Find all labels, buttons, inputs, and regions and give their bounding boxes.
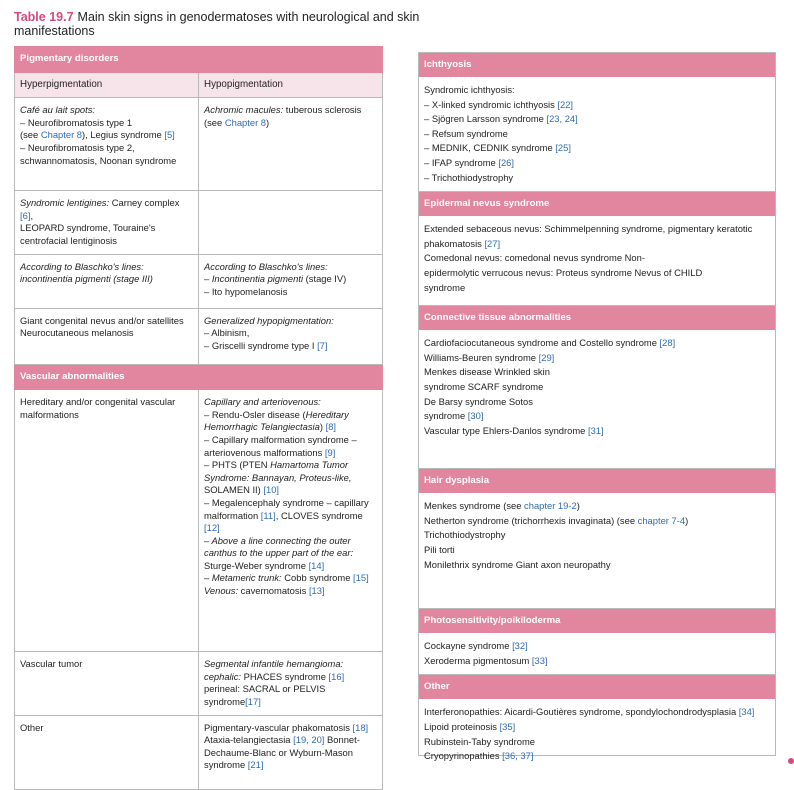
reference-link[interactable]: [27] <box>484 237 501 249</box>
reference-link[interactable]: [9] <box>324 446 336 458</box>
section-body-epidermal-nevus: Extended sebaceous nevus: Schimmelpenning syndrome, pigmentary keratotic phakomatosis [27] Comedonal nevus: comedonal nevus syndrome Non- epidermolytic verrucous nevus: Proteus syndrome Nevus of CHILD syndrome <box>419 216 775 306</box>
cell-cafe-au-lait: Café au lait spots: – Neurofibromatosis type 1 (see Chapter 8), Legius syndrome [5] – Neurofibromatosis type 2, schwannomatosis, Noonan syndrome <box>15 98 199 191</box>
table-caption <box>14 10 424 38</box>
reference-link[interactable]: [22] <box>557 98 574 110</box>
section-header-hair-dysplasia: Hair dysplasia <box>419 469 775 493</box>
reference-link[interactable]: [19, 20] <box>293 734 325 746</box>
cell-vascular-tumor: Vascular tumor <box>15 652 199 715</box>
chapter-link[interactable]: Chapter 8 <box>224 116 267 128</box>
chapter-link[interactable]: Chapter 8 <box>40 129 83 141</box>
reference-link[interactable]: [28] <box>659 337 676 349</box>
cell-achromic-macules: Achromic macules: tuberous sclerosis (see Chapter 8) <box>199 98 383 191</box>
cell-generalized-hypo: Generalized hypopigmentation: – Albinism, – Griscelli syndrome type I [7] <box>199 308 383 364</box>
reference-link[interactable]: [6] <box>20 209 31 221</box>
section-header-connective-tissue: Connective tissue abnormalities <box>419 306 775 330</box>
section-header-ichthyosis: Ichthyosis <box>419 53 775 77</box>
reference-link[interactable]: [25] <box>555 142 571 154</box>
cell-capillary-arteriovenous: Capillary and arteriovenous: – Rendu-Osler disease (Hereditary Hemorrhagic Telangiectasia) [8] – Capillary malformation syndrome – arteriovenous malformations [9] – PHTS (PTEN Hamartoma Tumor Syndrome: Bannayan, Proteus-like, SOLAMEN II) [10] – Megalencephaly syndrome – capillary malformation [11], CLOVES syndrome [12] – Above a line connecting the outer canthus to the upper part of the ear: Sturge-Weber syndrome [14] – Metameric trunk: Cobb syndrome [15] Venous: cavernomatosis [13] <box>199 390 383 652</box>
reference-link[interactable]: [8] <box>325 421 337 433</box>
chapter-link[interactable]: chapter 7-4 <box>637 514 686 526</box>
cell-blaschko-hypo: According to Blaschko's lines: – Incontinentia pigmenti (stage IV) – Ito hypomelanosis <box>199 254 383 308</box>
reference-link[interactable]: [12] <box>204 522 220 534</box>
left-table <box>14 46 383 790</box>
cell-other-left: Other <box>15 715 199 789</box>
reference-link[interactable]: [14] <box>308 559 325 571</box>
reference-link[interactable]: [35] <box>499 721 516 733</box>
reference-link[interactable]: [18] <box>352 721 369 733</box>
reference-link[interactable]: [32] <box>512 640 528 652</box>
reference-link[interactable]: [11] <box>260 509 276 521</box>
reference-link[interactable]: [30] <box>467 410 484 422</box>
reference-link[interactable]: [29] <box>538 351 555 363</box>
table-title: Main skin signs in genodermatoses with neurological and skin manifestations <box>14 10 420 38</box>
cell-syndromic-lentigines: Syndromic lentigines: Carney complex [6], LEOPARD syndrome, Touraine's centrofacial lentiginosis <box>15 191 199 254</box>
section-body-connective-tissue: Cardiofaciocutaneous syndrome and Costello syndrome [28] Williams-Beuren syndrome [29] Menkes disease Wrinkled skin syndrome SCARF syndrome De Barsy syndrome Sotos syndrome [30] Vascular type Ehlers-Danlos syndrome [31] <box>419 330 775 469</box>
reference-link[interactable]: [34] <box>738 706 755 718</box>
cell-infantile-hemangioma: Segmental infantile hemangioma: cephalic: PHACES syndrome [16] perineal: SACRAL or PELVIS syndrome[17] <box>199 652 383 715</box>
reference-link[interactable]: [23, 24] <box>546 113 578 125</box>
section-header-vascular: Vascular abnormalities <box>15 364 383 390</box>
cell-empty <box>199 191 383 254</box>
section-header-photosensitivity: Photosensitivity/poikiloderma <box>419 609 775 633</box>
section-body-other: Interferonopathies: Aicardi-Goutières syndrome, spondylochondrodysplasia [34] Lipoid proteinosis [35] Rubinstein-Taby syndrome Cryopyrinopathies [36, 37] <box>424 706 755 762</box>
reference-link[interactable]: [17] <box>245 695 261 707</box>
section-header-epidermal-nevus: Epidermal nevus syndrome <box>419 192 775 216</box>
column-header-hypopigmentation: Hypopigmentation <box>199 72 383 98</box>
reference-link[interactable]: [36, 37] <box>502 750 534 762</box>
section-body-ichthyosis: Syndromic ichthyosis: – X-linked syndromic ichthyosis [22] – Sjögren Larsson syndrome [23, 24] – Refsum syndrome – MEDNIK, CEDNIK syndrome [25] – IFAP syndrome [26] – Trichothiodystrophy <box>419 77 775 192</box>
section-header-other: Other <box>419 675 775 699</box>
cell-blaschko-hyper: According to Blaschko's lines: incontinentia pigmenti (stage III) <box>15 254 199 308</box>
section-body-photosensitivity: Cockayne syndrome [32] Xeroderma pigmentosum [33] <box>419 633 775 675</box>
cell-vascular-malformations: Hereditary and/or congenital vascular malformations <box>15 390 199 652</box>
chapter-link[interactable]: chapter 19-2 <box>524 500 577 512</box>
reference-link[interactable]: [31] <box>587 424 604 436</box>
reference-link[interactable]: [21] <box>247 759 264 771</box>
reference-link[interactable]: [10] <box>263 484 280 496</box>
reference-link[interactable]: [16] <box>328 670 345 682</box>
reference-link[interactable]: [13] <box>308 585 325 597</box>
right-table <box>418 52 776 762</box>
reference-link[interactable]: [33] <box>531 654 548 666</box>
page-marker <box>788 758 794 764</box>
reference-link[interactable]: [26] <box>498 156 514 168</box>
cell-other-right: Pigmentary-vascular phakomatosis [18] Ataxia-telangiectasia [19, 20] Bonnet-Dechaume-Blanc or Wyburn-Mason syndrome [21] <box>199 715 383 789</box>
reference-link[interactable]: [15] <box>353 572 369 584</box>
section-header-pigmentary: Pigmentary disorders <box>15 47 383 73</box>
reference-link[interactable]: [7] <box>317 339 328 351</box>
column-header-hyperpigmentation: Hyperpigmentation <box>15 72 199 98</box>
section-body-hair-dysplasia: Menkes syndrome (see chapter 19-2) Netherton syndrome (trichorrhexis invaginata) (see chapter 7-4) Trichothiodystrophy Pili torti Monilethrix syndrome Giant axon neuropathy <box>419 493 775 609</box>
reference-link[interactable]: [5] <box>164 129 175 141</box>
cell-giant-nevus: Giant congenital nevus and/or satellites Neurocutaneous melanosis <box>15 308 199 364</box>
table-number: Table 19.7 <box>14 10 74 24</box>
